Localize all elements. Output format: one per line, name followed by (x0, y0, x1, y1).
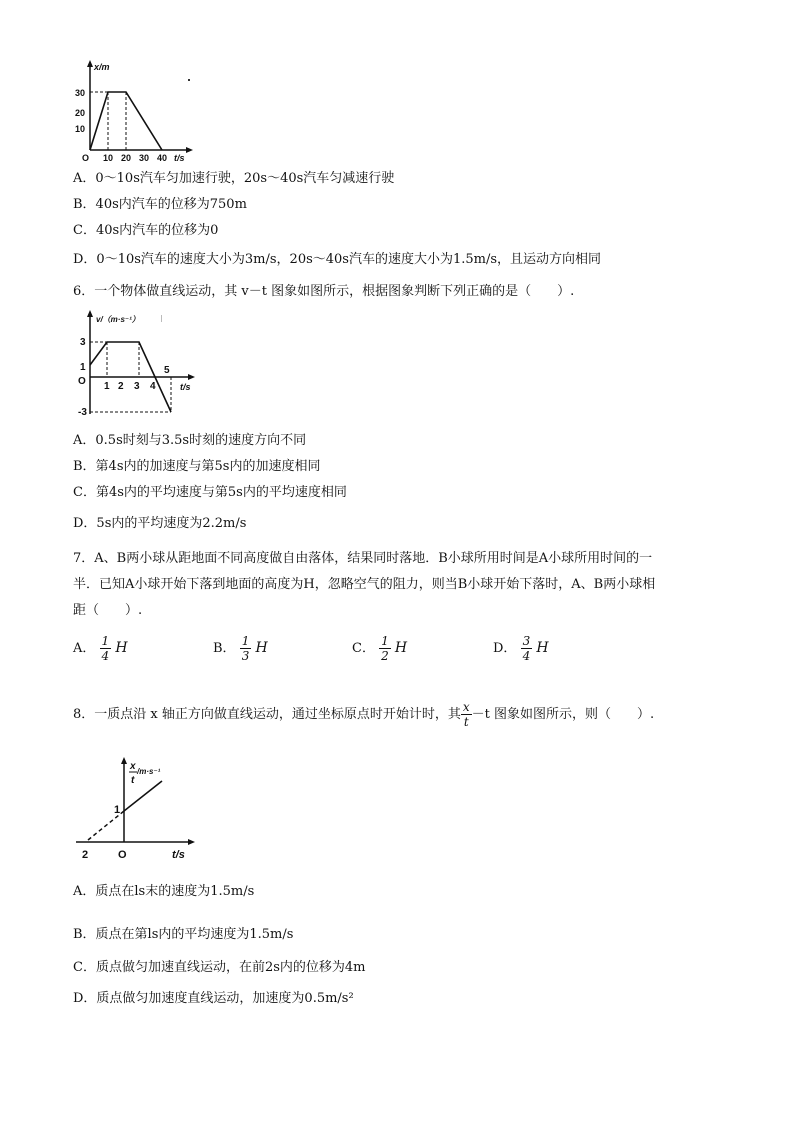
x-axis-label: t/s (180, 382, 191, 392)
q5-option-b: B．40s内汽车的位移为750m (73, 197, 247, 212)
y-axis-label: x/m (94, 62, 110, 72)
x-axis-arrow (186, 147, 193, 153)
q7-stem-line1: 7．A、B两小球从距地面不同高度做自由落体，结果同时落地．B小球所用时间是A小球所用时间的一 (73, 551, 653, 566)
q5-option-d: D．0～10s汽车的速度大小为3m/s，20s～40s汽车的速度大小为1.5m/s，且运动方向相同 (73, 252, 602, 267)
stray-tick (161, 315, 162, 322)
q5-option-a: A．0～10s汽车匀加速行驶，20s～40s汽车匀减速行驶 (73, 171, 395, 186)
y-axis-label: v/（m·s⁻¹） (96, 315, 140, 324)
q8-option-b: B．质点在第ls内的平均速度为1.5m/s (73, 927, 294, 942)
fraction: $\frac{1}{3}$ (241, 634, 250, 663)
q7-option-d (493, 634, 549, 663)
y-axis-arrow (87, 60, 93, 67)
option-letter: B． (213, 641, 236, 656)
x-tick-20: 20 (121, 153, 132, 163)
option-letter: A． (73, 641, 96, 656)
origin-label: O (78, 376, 86, 387)
q6-option-a: A．0.5s时刻与3.5s时刻的速度方向不同 (73, 433, 307, 448)
figure-x-t-graph (70, 58, 200, 166)
figure-xt-t-graph (74, 755, 204, 867)
y-axis-arrow (121, 757, 127, 764)
option-letter: C． (352, 641, 375, 656)
q5-option-c: C．40s内汽车的位移为0 (73, 223, 219, 238)
y-tick-30: 30 (75, 88, 86, 98)
y-axis-arrow (87, 310, 93, 317)
q8-option-c: C．质点做匀加速直线运动，在前2s内的位移为4m (73, 960, 366, 975)
q8-stem (73, 700, 654, 730)
y-tick-1: 1 (80, 362, 86, 373)
option-variable: H (536, 640, 549, 656)
x-axis-arrow (188, 839, 195, 845)
q8-stem-pre: 8．一质点沿 x 轴正方向做直线运动，通过坐标原点时开始计时，其 (73, 707, 461, 722)
q8-stem-post: －t 图象如图所示，则（ ）. (471, 707, 655, 722)
q6-option-c: C．第4s内的平均速度与第5s内的平均速度相同 (73, 485, 347, 500)
x-t-curve (90, 92, 162, 150)
x-tick-30: 30 (139, 153, 150, 163)
y-tick-3: 3 (80, 337, 86, 348)
y-tick-20: 20 (75, 108, 86, 118)
q7-stem-line2: 半．已知A小球开始下落到地面的高度为H，忽略空气的阻力，则当B小球开始下落时，A、B两小球相 (73, 577, 656, 592)
stray-dot (188, 79, 190, 81)
y-axis-label-num: x (130, 761, 136, 772)
q6-stem: 6．一个物体做直线运动，其 v－t 图象如图所示，根据图象判断下列正确的是（ ）. (73, 284, 575, 299)
solid-segment (124, 781, 162, 811)
y-tick-1: 1 (114, 804, 121, 816)
figure-v-t-graph (72, 308, 202, 420)
x-tick-1: 1 (104, 381, 110, 392)
q8-option-a: A．质点在ls末的速度为1.5m/s (73, 884, 255, 899)
q7-option-c (352, 634, 407, 663)
q8-stem-fraction: $\frac{x}{t}$ (462, 700, 470, 729)
x-tick-10: 10 (103, 153, 114, 163)
q8-option-d: D．质点做匀加速度直线运动，加速度为0.5m/s² (73, 991, 354, 1006)
y-axis-label-den: t (131, 775, 135, 786)
fraction: $\frac{1}{4}$ (101, 634, 110, 663)
y-tick-neg3: -3 (78, 407, 87, 418)
x-tick-3: 3 (134, 381, 140, 392)
y-tick-10: 10 (75, 124, 86, 134)
origin-label: O (82, 153, 90, 163)
x-axis-label: t/s (172, 849, 185, 861)
fraction: $\frac{1}{2}$ (381, 634, 389, 663)
q7-option-b (213, 634, 268, 663)
q6-option-d: D．5s内的平均速度为2.2m/s (73, 516, 247, 531)
x-tick-2: 2 (118, 381, 124, 392)
option-variable: H (115, 640, 128, 656)
q7-stem-line3: 距（ ）. (73, 603, 143, 618)
option-variable: H (255, 640, 268, 656)
q7-option-a (73, 634, 128, 663)
origin-label: O (118, 849, 127, 861)
option-letter: D． (493, 641, 517, 656)
x-tick-4: 4 (150, 381, 156, 392)
y-axis-label-unit: /m·s⁻¹ (137, 767, 161, 776)
x-axis-label: t/s (174, 153, 185, 163)
fraction: $\frac{3}{4}$ (522, 634, 531, 663)
q6-option-b: B．第4s内的加速度与第5s内的加速度相同 (73, 459, 321, 474)
x-tick-neg2: 2 (82, 849, 89, 861)
option-variable: H (394, 640, 408, 656)
x-tick-40: 40 (157, 153, 168, 163)
x-tick-5: 5 (164, 365, 170, 376)
x-axis-arrow (188, 374, 195, 380)
